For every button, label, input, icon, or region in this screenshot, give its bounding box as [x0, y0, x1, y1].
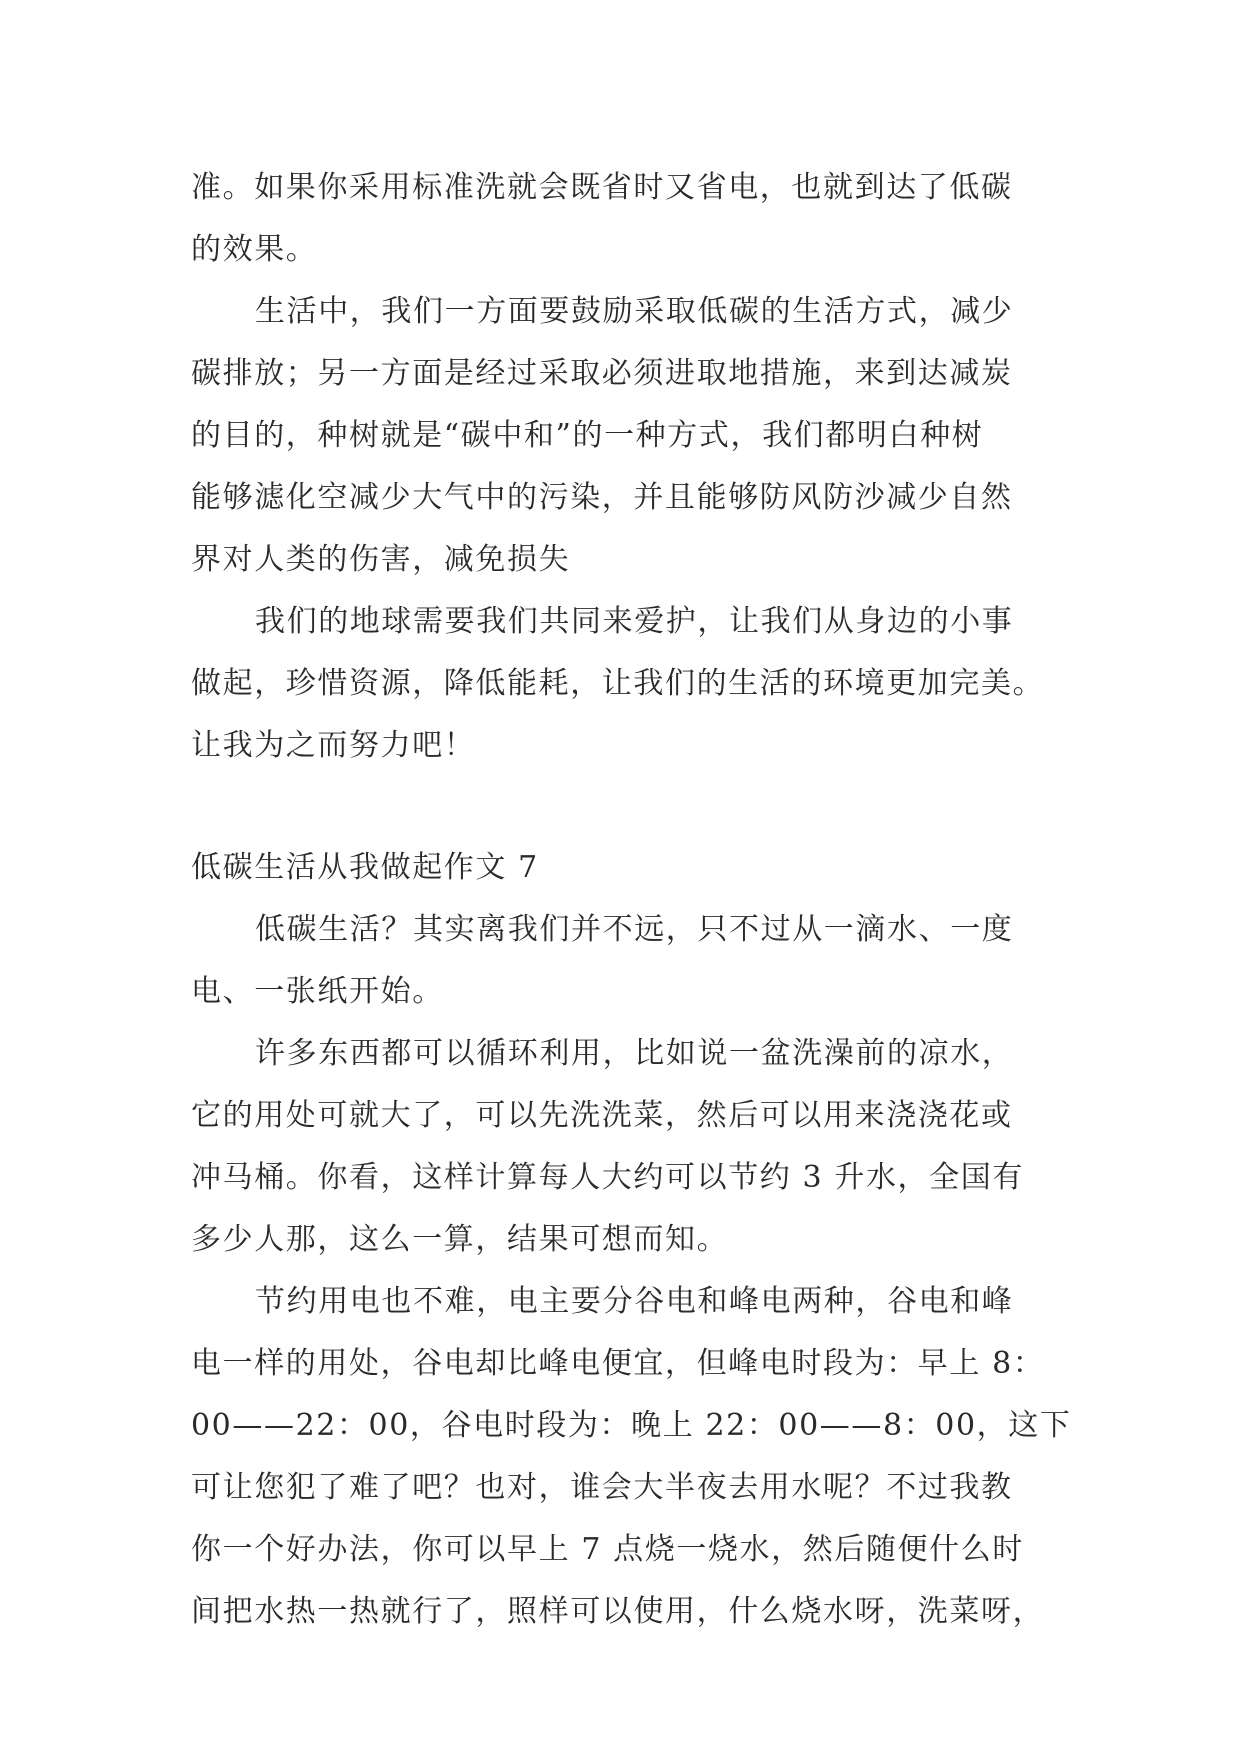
text-line: 节约用电也不难，电主要分谷电和峰电两种，谷电和峰: [255, 1284, 1014, 1319]
text-line: 电一样的用处，谷电却比峰电便宜，但峰电时段为：早上 8：: [191, 1346, 1045, 1381]
section-spacer: [191, 777, 1051, 837]
text-line: 生活中，我们一方面要鼓励采取低碳的生活方式，减少: [255, 294, 1014, 329]
text-line: 低碳生活？其实离我们并不远，只不过从一滴水、一度: [255, 912, 1014, 947]
text-line: 的效果。: [191, 232, 318, 267]
text-line: 碳排放；另一方面是经过采取必须进取地措施，来到达减炭: [191, 356, 1013, 391]
text-line: 让我为之而努力吧！: [191, 728, 476, 763]
section-heading: [191, 837, 1051, 899]
text-line: 许多东西都可以循环利用，比如说一盆洗澡前的凉水，: [255, 1036, 1014, 1071]
text-line: 你一个好办法，你可以早上 7 点烧一烧水，然后随便什么时: [191, 1532, 1024, 1567]
document-body: [191, 157, 1072, 1643]
paragraph-4: [191, 899, 1051, 1023]
text-line: 00——22：00，谷电时段为：晚上 22：00——8：00，这下: [191, 1408, 1072, 1443]
text-line: 间把水热一热就行了，照样可以使用，什么烧水呀，洗菜呀，: [191, 1594, 1045, 1629]
text-line: 做起，珍惜资源，降低能耗，让我们的生活的环境更加完美。: [191, 666, 1045, 701]
paragraph-5: [191, 1023, 1051, 1271]
text-line: 我们的地球需要我们共同来爱护，让我们从身边的小事: [255, 604, 1014, 639]
text-line: 冲马桶。你看，这样计算每人大约可以节约 3 升水，全国有: [191, 1160, 1024, 1195]
paragraph-6: [191, 1271, 1072, 1643]
heading-text: 低碳生活从我做起作文 7: [191, 850, 539, 885]
text-line: 准。如果你采用标准洗就会既省时又省电，也就到达了低碳: [191, 170, 1013, 205]
text-line: 电、一张纸开始。: [191, 974, 444, 1009]
paragraph-1: [191, 157, 1051, 281]
text-line: 可让您犯了难了吧？也对，谁会大半夜去用水呢？不过我教: [191, 1470, 1013, 1505]
text-line: 的目的，种树就是“碳中和”的一种方式，我们都明白种树: [191, 418, 984, 453]
paragraph-2: [191, 281, 1051, 591]
text-line: 多少人那，这么一算，结果可想而知。: [191, 1222, 729, 1257]
text-line: 界对人类的伤害，减免损失: [191, 542, 571, 577]
text-line: 它的用处可就大了，可以先洗洗菜，然后可以用来浇浇花或: [191, 1098, 1013, 1133]
text-line: 能够滤化空减少大气中的污染，并且能够防风防沙减少自然: [191, 480, 1013, 515]
paragraph-3: [191, 591, 1051, 777]
